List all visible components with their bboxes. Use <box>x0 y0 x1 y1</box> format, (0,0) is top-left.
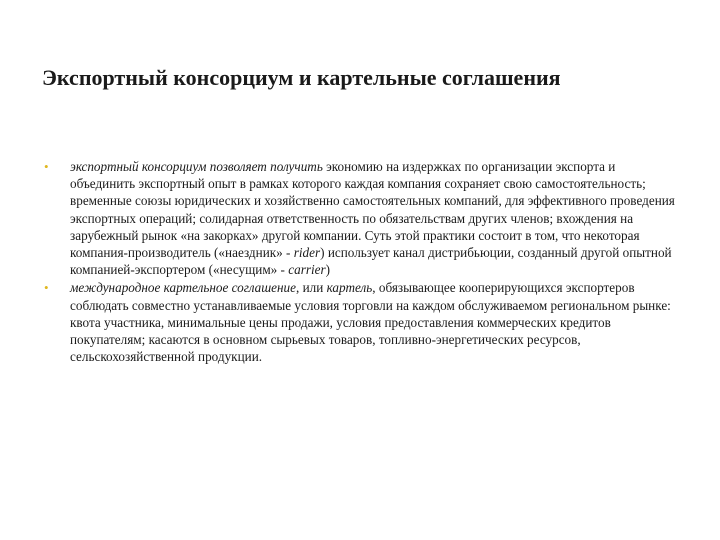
bullet-item-cartel-agreement <box>42 279 682 365</box>
bullet-text: ) использует канал дистрибьюции, созданный другой опытной компанией-экспортером («несущим» - <box>70 245 672 278</box>
term-cartel: картель <box>326 280 373 296</box>
term-cartel-agreement: международное картельное соглашение <box>70 280 296 296</box>
bullet-list <box>42 158 682 365</box>
term-export-consortium: экспортный консорциум позволяет получить <box>70 159 323 174</box>
bullet-text: , обязывающее кооперирующихся экспортеров соблюдать совместно устанавливаемые условия торговли на каждом обслуживаемом региональном рынке: квота участника, минимальные цены продажи, условия предоставления коммерческих кредитов покупателям; касаются в основном сырьевых товаров, топливно-энергетических ресурсов, сельскохозяйственной продукции. <box>70 280 671 365</box>
bullet-marker-icon: • <box>44 159 49 174</box>
bullet-text: экономию на издержках по организации экспорта и объединить экспортный опыт в рамках которого каждая компания сохраняет свою самостоятельность; временные союзы юридических и хозяйственно самостоятельных компаний, для эффективного проведения экспортных операций; солидарная ответственность по обязательствам других членов; вхождения на зарубежный рынок «на закорках» другой компании. Суть этой практики состоит в том, что некоторая компания-производитель («наездник» - <box>70 159 675 261</box>
bullet-item-export-consortium <box>42 158 682 278</box>
term-rider: rider <box>293 245 321 261</box>
slide-title: Экспортный консорциум и картельные соглашения <box>42 65 561 90</box>
bullet-text: , или <box>296 280 327 296</box>
bullet-marker-icon: • <box>44 280 49 296</box>
term-carrier: carrier <box>288 262 326 278</box>
bullet-text: ) <box>325 262 331 278</box>
